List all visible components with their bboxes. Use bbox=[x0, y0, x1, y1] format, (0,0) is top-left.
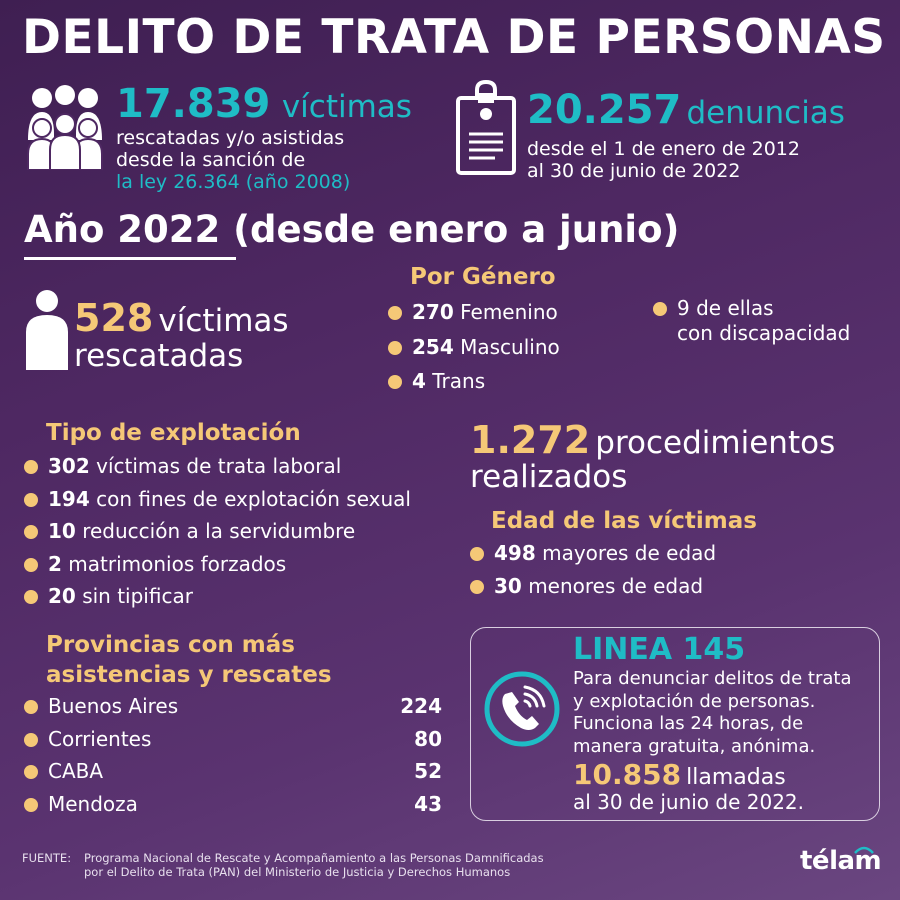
list-item: 30 menores de edad bbox=[470, 570, 716, 603]
victims-total-word: víctimas bbox=[281, 89, 412, 125]
source-label: FUENTE: bbox=[22, 851, 72, 865]
victims-total-line2: rescatadas y/o asistidas bbox=[116, 127, 345, 149]
list-item: 254 Masculino bbox=[388, 331, 560, 366]
list-item: 2 matrimonios forzados bbox=[24, 548, 411, 581]
reports-total-word: denuncias bbox=[686, 95, 845, 131]
rescued-stat bbox=[74, 296, 374, 372]
source-text: Programa Nacional de Rescate y Acompañamiento a las Personas Damnificadas por el Delito de Trata (PAN) del Ministerio de Justicia y Derechos Humanos bbox=[84, 851, 544, 879]
list-item: 302 víctimas de trata laboral bbox=[24, 450, 411, 483]
procedures-word: procedimientos bbox=[595, 425, 836, 461]
list-item: 20 sin tipificar bbox=[24, 580, 411, 613]
calls-stat bbox=[573, 758, 873, 813]
victims-total-line3: desde la sanción de bbox=[116, 149, 306, 171]
year-underline bbox=[24, 257, 236, 260]
procedures-line2: realizados bbox=[470, 459, 628, 495]
list-item: 10 reducción a la servidumbre bbox=[24, 515, 411, 548]
table-row: Buenos Aires 224 bbox=[24, 690, 442, 723]
procedures-number: 1.272 bbox=[470, 418, 591, 462]
reports-total-line3: al 30 de junio de 2022 bbox=[527, 160, 741, 182]
victims-total-law: la ley 26.364 (año 2008) bbox=[116, 171, 351, 193]
gender-list bbox=[388, 296, 560, 400]
reports-total-stat bbox=[527, 87, 887, 182]
telam-logo: télam bbox=[800, 846, 882, 876]
reports-total-line2: desde el 1 de enero de 2012 bbox=[527, 138, 800, 160]
age-list bbox=[470, 537, 716, 602]
age-title: Edad de las víctimas bbox=[491, 508, 757, 534]
phone-icon bbox=[483, 670, 561, 748]
year-heading-underlined: Año 2022 bbox=[24, 208, 221, 251]
rescued-word: víctimas bbox=[158, 303, 289, 339]
hotline-title: LINEA 145 bbox=[573, 632, 746, 667]
victims-total-stat bbox=[116, 81, 436, 193]
exploitation-title: Tipo de explotación bbox=[46, 420, 301, 446]
year-heading-rest: (desde enero a junio) bbox=[220, 208, 680, 251]
exploitation-list bbox=[24, 450, 411, 613]
year-heading bbox=[24, 208, 679, 251]
list-item: 498 mayores de edad bbox=[470, 537, 716, 570]
rescued-line2: rescatadas bbox=[74, 338, 244, 374]
list-item: 9 de ellas con discapacidad bbox=[653, 296, 893, 346]
provinces-title: Provincias con más asistencias y rescates bbox=[46, 632, 332, 688]
signal-arc-icon bbox=[853, 843, 875, 855]
person-icon bbox=[24, 290, 70, 370]
gender-title: Por Género bbox=[410, 264, 556, 290]
calls-number: 10.858 bbox=[573, 758, 682, 791]
provinces-table bbox=[24, 690, 442, 820]
reports-total-number: 20.257 bbox=[527, 87, 682, 133]
document-icon bbox=[455, 80, 517, 176]
rescued-number: 528 bbox=[74, 296, 154, 340]
hotline-description: Para denunciar delitos de trata y explotación de personas. Funciona las 24 horas, de manera gratuita, anónima. bbox=[573, 668, 852, 757]
table-row: CABA 52 bbox=[24, 755, 442, 788]
list-item: 194 con fines de explotación sexual bbox=[24, 483, 411, 516]
list-item: 4 Trans bbox=[388, 365, 560, 400]
calls-word: llamadas bbox=[686, 765, 786, 790]
victims-total-number: 17.839 bbox=[116, 81, 271, 127]
page-title: DELITO DE TRATA DE PERSONAS bbox=[22, 10, 886, 65]
table-row: Mendoza 43 bbox=[24, 788, 442, 821]
list-item: 270 Femenino bbox=[388, 296, 560, 331]
people-group-icon bbox=[24, 84, 106, 170]
calls-line2: al 30 de junio de 2022. bbox=[573, 790, 805, 814]
procedures-stat bbox=[470, 418, 890, 495]
table-row: Corrientes 80 bbox=[24, 723, 442, 756]
disability-note bbox=[653, 296, 893, 346]
